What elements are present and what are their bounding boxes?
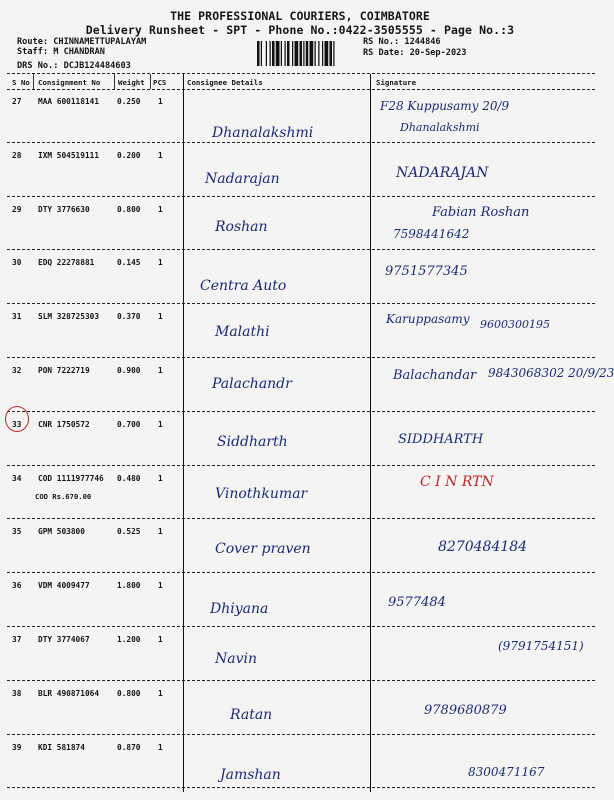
row-separator bbox=[7, 142, 595, 143]
row-consignment-no: EDQ 22278881 bbox=[38, 258, 95, 268]
row-consignment-no: VDM 4009477 bbox=[38, 581, 90, 591]
row-consignment-no: SLM 328725303 bbox=[38, 312, 100, 322]
row-consignee-handwritten: Cover praven bbox=[215, 541, 311, 558]
row-signature: F28 Kuppusamy 20/9 bbox=[380, 99, 510, 113]
row-sno: 39 bbox=[12, 742, 22, 752]
row-weight: 0.525 bbox=[117, 527, 141, 537]
drs-number: DRS No.: DCJB124484603 bbox=[17, 61, 131, 71]
row-separator bbox=[7, 303, 595, 304]
row-cod-amount: COD Rs.670.00 bbox=[35, 491, 92, 501]
row-separator bbox=[7, 357, 595, 358]
header-rule-bottom bbox=[7, 89, 595, 90]
row-pcs: 1 bbox=[158, 742, 163, 752]
row-consignment-no: CNR 1750572 bbox=[38, 419, 90, 429]
row-sno: 33 bbox=[12, 419, 22, 429]
row-consignee-handwritten: Vinothkumar bbox=[215, 485, 308, 502]
col-consignment-header: Consignment No bbox=[38, 78, 101, 87]
row-sno: 38 bbox=[12, 688, 22, 698]
divider-weight bbox=[150, 74, 151, 89]
staff-label: Staff: M CHANDRAN bbox=[17, 47, 105, 57]
barcode bbox=[257, 41, 360, 66]
row-consignee-handwritten: Centra Auto bbox=[200, 278, 287, 295]
row-signature: SIDDHARTH bbox=[398, 431, 484, 447]
row-separator bbox=[7, 734, 595, 735]
row-sno: 27 bbox=[12, 97, 22, 106]
row-pcs: 1 bbox=[158, 97, 163, 106]
row-signature: Balachandar bbox=[393, 368, 477, 383]
row-pcs: 1 bbox=[158, 527, 163, 537]
row-weight: 0.900 bbox=[117, 366, 141, 375]
sno-34-red-circle bbox=[5, 406, 29, 432]
row-sno: 28 bbox=[12, 150, 22, 160]
row-signature-extra: 9843068302 20/9/23 bbox=[488, 366, 614, 380]
divider-signature bbox=[370, 74, 371, 792]
row-weight: 0.800 bbox=[117, 688, 141, 698]
row-separator bbox=[7, 626, 595, 627]
row-sno: 35 bbox=[12, 527, 22, 537]
row-pcs: 1 bbox=[158, 258, 163, 268]
row-consignment-no: DTY 3774067 bbox=[38, 635, 90, 644]
divider-sno bbox=[33, 74, 34, 89]
header-rule-top bbox=[7, 73, 595, 74]
row-sno: 34 bbox=[12, 473, 22, 483]
row-sno: 32 bbox=[12, 366, 22, 375]
row-separator bbox=[7, 196, 595, 197]
row-signature: NADARAJAN bbox=[396, 164, 489, 181]
row-signature-extra: 7598441642 bbox=[393, 226, 470, 241]
row-signature: 9577484 bbox=[388, 595, 446, 611]
row-separator bbox=[7, 787, 595, 788]
row-sno: 31 bbox=[12, 312, 22, 322]
row-signature: 9751577345 bbox=[385, 264, 468, 280]
col-consignee-header: Consignee Details bbox=[187, 78, 263, 87]
row-weight: 0.700 bbox=[117, 419, 141, 429]
col-pcs-header: PCS bbox=[153, 78, 167, 87]
row-weight: 0.370 bbox=[117, 312, 141, 322]
row-weight: 1.200 bbox=[117, 635, 141, 644]
row-signature: 8300471167 bbox=[468, 764, 545, 779]
row-consignment-no: BLR 490871064 bbox=[38, 688, 100, 698]
row-pcs: 1 bbox=[158, 204, 163, 214]
row-consignment-no: DTY 3776630 bbox=[38, 204, 90, 214]
row-consignee-handwritten: Dhanalakshmi bbox=[212, 125, 314, 141]
row-consignment-no: KDI 581874 bbox=[38, 742, 85, 752]
rs-date: RS Date: 20-Sep-2023 bbox=[363, 48, 467, 58]
row-consignee-handwritten: Roshan bbox=[215, 218, 268, 235]
col-sno-header: S No bbox=[12, 78, 30, 87]
row-signature: 9789680879 bbox=[424, 702, 507, 718]
row-weight: 0.250 bbox=[117, 97, 141, 106]
company-title: THE PROFESSIONAL COURIERS, COIMBATORE bbox=[170, 9, 430, 23]
col-weight-header: Weight bbox=[118, 78, 145, 87]
row-sno: 36 bbox=[12, 581, 22, 591]
row-signature: 8270484184 bbox=[438, 539, 528, 556]
divider-consignee bbox=[183, 74, 184, 792]
row-weight: 1.800 bbox=[117, 581, 141, 591]
row-consignee-handwritten: Nadarajan bbox=[205, 170, 280, 187]
row-pcs: 1 bbox=[158, 635, 163, 644]
row-signature-extra: Dhanalakshmi bbox=[400, 121, 480, 134]
row-consignee-handwritten: Jamshan bbox=[220, 766, 281, 783]
row-pcs: 1 bbox=[158, 419, 163, 429]
row-signature: C I N RTN bbox=[420, 473, 494, 490]
row-weight: 0.200 bbox=[117, 150, 141, 160]
row-separator bbox=[7, 518, 595, 519]
row-weight: 0.800 bbox=[117, 204, 141, 214]
row-pcs: 1 bbox=[158, 473, 163, 483]
row-consignee-handwritten: Malathi bbox=[215, 324, 270, 341]
divider-consignment bbox=[114, 74, 115, 89]
row-pcs: 1 bbox=[158, 688, 163, 698]
row-separator bbox=[7, 680, 595, 681]
row-separator bbox=[7, 572, 595, 573]
row-consignee-handwritten: Ratan bbox=[230, 706, 273, 723]
row-consignee-handwritten: Siddharth bbox=[217, 433, 288, 450]
runsheet-subtitle: Delivery Runsheet - SPT - Phone No.:0422-3505555 - Page No.:3 bbox=[85, 23, 515, 37]
row-consignment-no: GPM 503800 bbox=[38, 527, 85, 537]
row-consignment-no: IXM 504519111 bbox=[38, 150, 100, 160]
row-signature-extra: 9600300195 bbox=[480, 318, 550, 332]
row-signature: Fabian Roshan bbox=[432, 204, 530, 220]
row-signature: (9791754151) bbox=[498, 639, 584, 653]
row-consignee-handwritten: Dhiyana bbox=[210, 601, 269, 618]
col-signature-header: Signature bbox=[376, 78, 417, 87]
row-weight: 0.870 bbox=[117, 742, 141, 752]
row-sno: 37 bbox=[12, 635, 22, 644]
route-label: Route: CHINNAMETTUPALAYAM bbox=[17, 37, 147, 47]
row-weight: 0.145 bbox=[117, 258, 141, 268]
row-consignee-handwritten: Palachandr bbox=[212, 376, 292, 392]
row-separator bbox=[7, 411, 595, 412]
row-separator bbox=[7, 249, 595, 250]
row-consignment-no: PON 7222719 bbox=[38, 366, 90, 375]
row-sno: 29 bbox=[12, 204, 22, 214]
row-signature: Karuppasamy bbox=[386, 312, 470, 327]
row-consignee-handwritten: Navin bbox=[215, 651, 257, 667]
row-consignment-no: COD 1111977746 bbox=[38, 473, 104, 483]
row-consignment-no: MAA 600118141 bbox=[38, 97, 100, 106]
row-pcs: 1 bbox=[158, 581, 163, 591]
row-weight: 0.480 bbox=[117, 473, 141, 483]
row-pcs: 1 bbox=[158, 312, 163, 322]
row-pcs: 1 bbox=[158, 366, 163, 375]
row-separator bbox=[7, 465, 595, 466]
rs-number: RS No.: 1244846 bbox=[363, 37, 441, 47]
row-sno: 30 bbox=[12, 258, 22, 268]
row-pcs: 1 bbox=[158, 150, 163, 160]
